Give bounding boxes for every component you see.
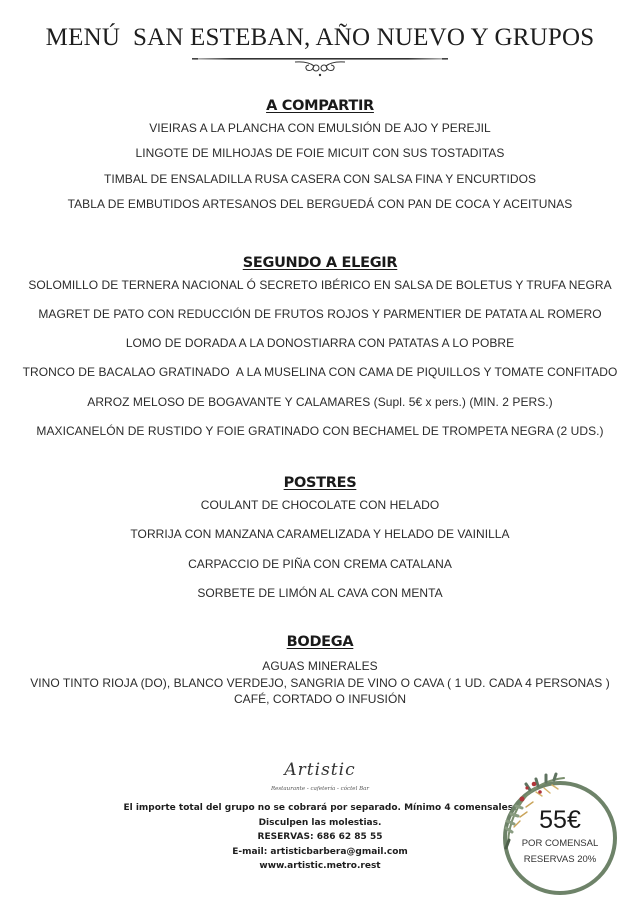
website-link: www.artistic.metro.rest	[259, 861, 381, 871]
menu-item: VINO TINTO RIOJA (DO), BLANCO VERDEJO, SANGRIA DE VINO O CAVA ( 1 UD. CADA 4 PERSONAS )	[30, 676, 610, 690]
deposit-label: RESERVAS 20%	[523, 854, 597, 865]
per-person-label: POR COMENSAL	[521, 838, 599, 849]
menu-item: ARROZ MELOSO DE BOGAVANTE Y CALAMARES (Supl. 5€ x pers.) (MIN. 2 PERS.)	[87, 395, 553, 409]
menu-item: AGUAS MINERALES	[262, 659, 378, 673]
brand-tagline: Restaurante - cafetería - cóctel Bar	[270, 786, 370, 792]
menu-item: LOMO DE DORADA A LA DONOSTIARRA CON PATATAS A LO POBRE	[125, 336, 515, 350]
menu-item: COULANT DE CHOCOLATE CON HELADO	[200, 498, 440, 512]
section-heading-a-compartir: A COMPARTIR	[266, 98, 374, 114]
menu-item: TRONCO DE BACALAO GRATINADO A LA MUSELINA CON CAMA DE PIQUILLOS Y TOMATE CONFITADO	[22, 365, 618, 379]
menu-item: TIMBAL DE ENSALADILLA RUSA CASERA CON SALSA FINA Y ENCURTIDOS	[103, 172, 537, 186]
menu-item: MAGRET DE PATO CON REDUCCIÓN DE FRUTOS ROJOS Y PARMENTIER DE PATATA AL ROMERO	[38, 307, 602, 321]
section-heading-postres: POSTRES	[283, 475, 357, 491]
reservations-phone: RESERVAS: 686 62 85 55	[257, 832, 383, 842]
email-contact: E-mail: artisticbarbera@gmail.com	[232, 847, 408, 857]
section-heading-segundo-a-elegir: SEGUNDO A ELEGIR	[242, 255, 398, 271]
menu-item: VIEIRAS A LA PLANCHA CON EMULSIÓN DE AJO Y PEREJIL	[149, 121, 491, 135]
page-title: MENÚ SAN ESTEBAN, AÑO NUEVO Y GRUPOS	[45, 24, 595, 51]
menu-item: SOLOMILLO DE TERNERA NACIONAL Ó SECRETO IBÉRICO EN SALSA DE BOLETUS Y TRUFA NEGRA	[28, 278, 612, 292]
menu-item: LINGOTE DE MILHOJAS DE FOIE MICUIT CON SUS TOSTADITAS	[135, 146, 505, 160]
group-payment-note: El importe total del grupo no se cobrará por separado. Mínimo 4 comensales.	[123, 803, 517, 813]
menu-item: TORRIJA CON MANZANA CARAMELIZADA Y HELADO DE VAINILLA	[130, 527, 510, 541]
price-per-person: 55€	[539, 806, 581, 834]
menu-item: CARPACCIO DE PIÑA CON CREMA CATALANA	[188, 557, 452, 571]
ornamental-divider-icon	[190, 52, 450, 78]
section-heading-bodega: BODEGA	[286, 634, 354, 650]
menu-item: MAXICANELÓN DE RUSTIDO Y FOIE GRATINADO CON BECHAMEL DE TROMPETA NEGRA (2 UDS.)	[36, 424, 604, 438]
menu-item: SORBETE DE LIMÓN AL CAVA CON MENTA	[197, 586, 443, 600]
apology-note: Disculpen las molestias.	[258, 818, 382, 828]
brand-logo: Artistic	[284, 760, 356, 780]
menu-item: CAFÉ, CORTADO O INFUSIÓN	[233, 692, 407, 706]
menu-item: TABLA DE EMBUTIDOS ARTESANOS DEL BERGUEDÁ CON PAN DE COCA Y ACEITUNAS	[67, 197, 573, 211]
